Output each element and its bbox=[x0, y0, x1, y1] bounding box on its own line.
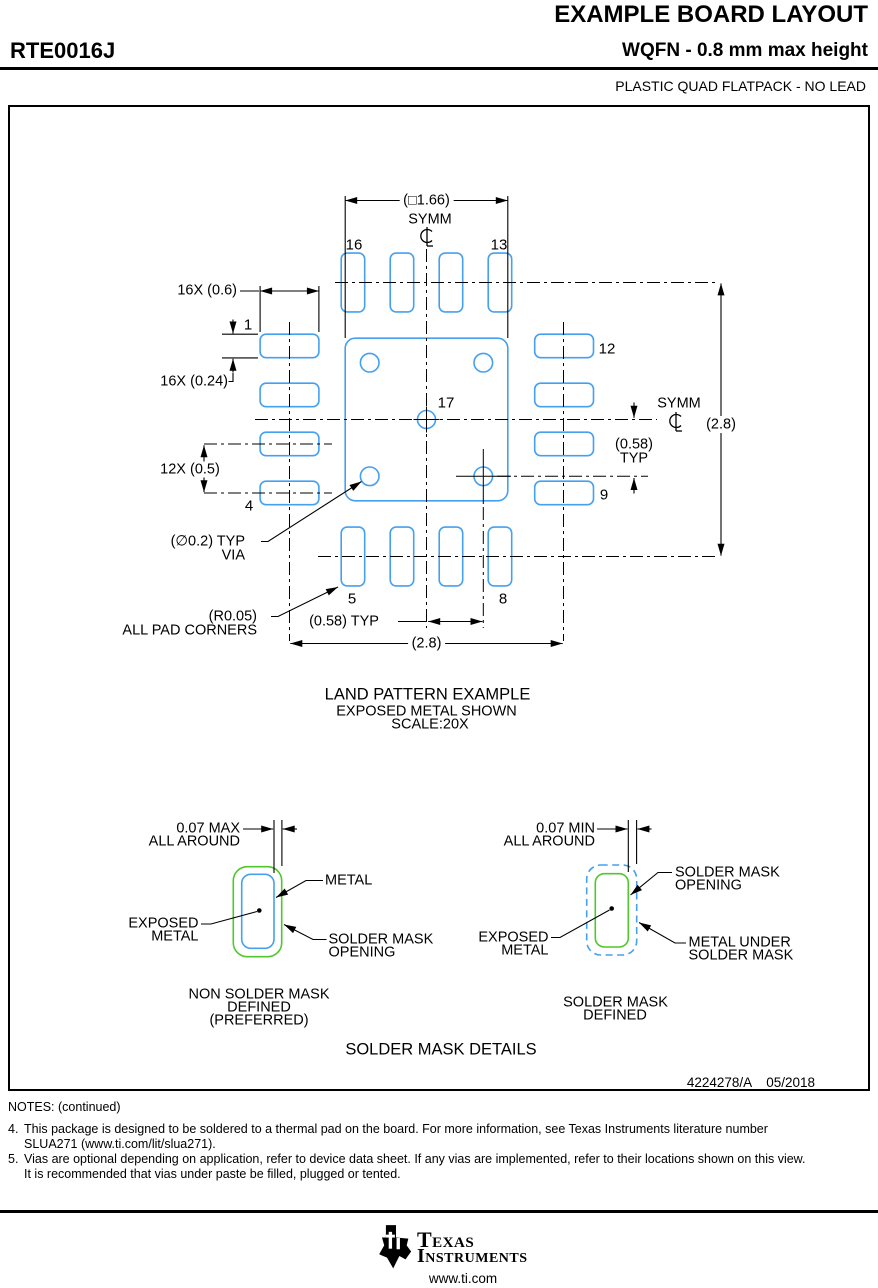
smd-caption-1: SOLDER MASK bbox=[563, 994, 668, 1010]
nsmd-caption-3: (PREFERRED) bbox=[209, 1012, 309, 1029]
smd-under-2: SOLDER MASK bbox=[688, 947, 794, 963]
doc-number: 4224278/A bbox=[686, 1075, 753, 1090]
symm-label-top: SYMM bbox=[408, 211, 452, 228]
pin-12-label: 12 bbox=[598, 340, 616, 358]
smd-exposed-2: METAL bbox=[501, 942, 549, 958]
dim-span-right: (2.8) bbox=[702, 417, 740, 432]
package-description: PLASTIC QUAD FLATPACK - NO LEAD bbox=[615, 78, 866, 94]
radius-note-text: ALL PAD CORNERS bbox=[122, 622, 257, 638]
dim-span-bottom: (2.8) bbox=[408, 636, 446, 651]
pin-5-label: 5 bbox=[347, 590, 357, 608]
nsmd-exposed-2: METAL bbox=[151, 928, 199, 945]
pin-17-label: 17 bbox=[437, 394, 455, 412]
centerline-symbol bbox=[421, 227, 433, 246]
exposed-metal-dot bbox=[609, 906, 614, 911]
pin-16-label: 16 bbox=[345, 236, 363, 254]
via-note-via: VIA bbox=[221, 547, 245, 563]
land-pattern-caption: LAND PATTERN EXAMPLE bbox=[324, 685, 531, 703]
dim-pitch: 12X (0.5) bbox=[160, 461, 220, 478]
notes-heading: NOTES: (continued) bbox=[8, 1100, 121, 1114]
radius-note-value: (R0.05) bbox=[208, 608, 257, 624]
dim-pad-square: (□1.66) bbox=[399, 193, 454, 208]
pad-11 bbox=[535, 383, 594, 407]
via bbox=[360, 353, 379, 372]
smd-opening-1: SOLDER MASK bbox=[675, 864, 780, 880]
ti-logo-icon bbox=[378, 1224, 414, 1270]
pad-10 bbox=[535, 432, 594, 456]
nsmd-dim-value: 0.07 MAX bbox=[176, 820, 240, 837]
smd-dim-allaround: ALL AROUND bbox=[503, 833, 595, 849]
pin-4-label: 4 bbox=[244, 497, 254, 515]
note-number: 5. bbox=[8, 1152, 19, 1166]
centerline-symbol bbox=[670, 412, 682, 431]
symm-label-right: SYMM bbox=[657, 395, 701, 412]
solder-mask-details-title: SOLDER MASK DETAILS bbox=[345, 1040, 537, 1058]
nsmd-opening-1: SOLDER MASK bbox=[328, 931, 434, 947]
page-title: EXAMPLE BOARD LAYOUT bbox=[554, 1, 868, 28]
pad-9 bbox=[535, 481, 594, 505]
land-pattern-scale: SCALE:20X bbox=[391, 716, 469, 733]
note-text: Vias are optional depending on application, refer to device data sheet. If any vias are implemented, refer to their locations shown on this view. It is recommended that vias under paste be filled, plugged or tented. bbox=[24, 1152, 806, 1181]
smd-dim-value: 0.07 MIN bbox=[536, 820, 595, 837]
via bbox=[474, 353, 493, 372]
drawing-number bbox=[687, 1075, 815, 1090]
via-note-size: (∅0.2) TYP bbox=[170, 533, 245, 549]
crosshairs bbox=[414, 407, 512, 505]
nsmd-exposed-1: EXPOSED bbox=[128, 915, 199, 932]
smd-opening-2: OPENING bbox=[675, 877, 742, 893]
smd-under-1: METAL UNDER bbox=[688, 934, 791, 950]
smd-exposed-1: EXPOSED bbox=[478, 929, 549, 945]
part-number: RTE0016J bbox=[10, 38, 116, 63]
nsmd-dim-allaround: ALL AROUND bbox=[148, 833, 240, 849]
pin-1-label: 1 bbox=[243, 316, 253, 333]
land-pattern-subcaption: EXPOSED METAL SHOWN bbox=[336, 703, 517, 719]
dim-via-offset-right-value: (0.58) bbox=[615, 436, 653, 453]
via bbox=[360, 467, 379, 486]
nsmd-opening-2: OPENING bbox=[328, 944, 396, 960]
brand-texas: Texas bbox=[417, 1227, 475, 1252]
note-text: This package is designed to be soldered to a thermal pad on the board. For more information, see Texas Instruments literature number SLUA271 (www.ti.com/lit/slua271). bbox=[24, 1122, 768, 1151]
nsmd-caption-2: DEFINED bbox=[227, 999, 291, 1015]
brand-instruments: Instruments bbox=[417, 1245, 528, 1267]
note-number: 4. bbox=[8, 1122, 19, 1136]
dim-via-offset-bottom: (0.58) TYP bbox=[309, 613, 379, 629]
dim-pad-height: 16X (0.24) bbox=[160, 373, 228, 389]
package-name: WQFN - 0.8 mm max height bbox=[622, 40, 868, 61]
exposed-metal-dot bbox=[257, 908, 262, 913]
nsmd-metal-label: METAL bbox=[325, 872, 373, 888]
pad-12 bbox=[535, 334, 594, 358]
dim-pad-width: 16X (0.6) bbox=[177, 282, 237, 299]
pin-13-label: 13 bbox=[490, 236, 508, 254]
smd-caption-2: DEFINED bbox=[583, 1007, 647, 1023]
pin-9-label: 9 bbox=[599, 486, 609, 504]
nsmd-caption-1: NON SOLDER MASK bbox=[188, 986, 330, 1002]
pin-8-label: 8 bbox=[498, 590, 508, 608]
ti-url: www.ti.com bbox=[428, 1271, 498, 1286]
doc-date: 05/2018 bbox=[766, 1075, 815, 1090]
dim-via-offset-right-typ: TYP bbox=[619, 450, 649, 466]
